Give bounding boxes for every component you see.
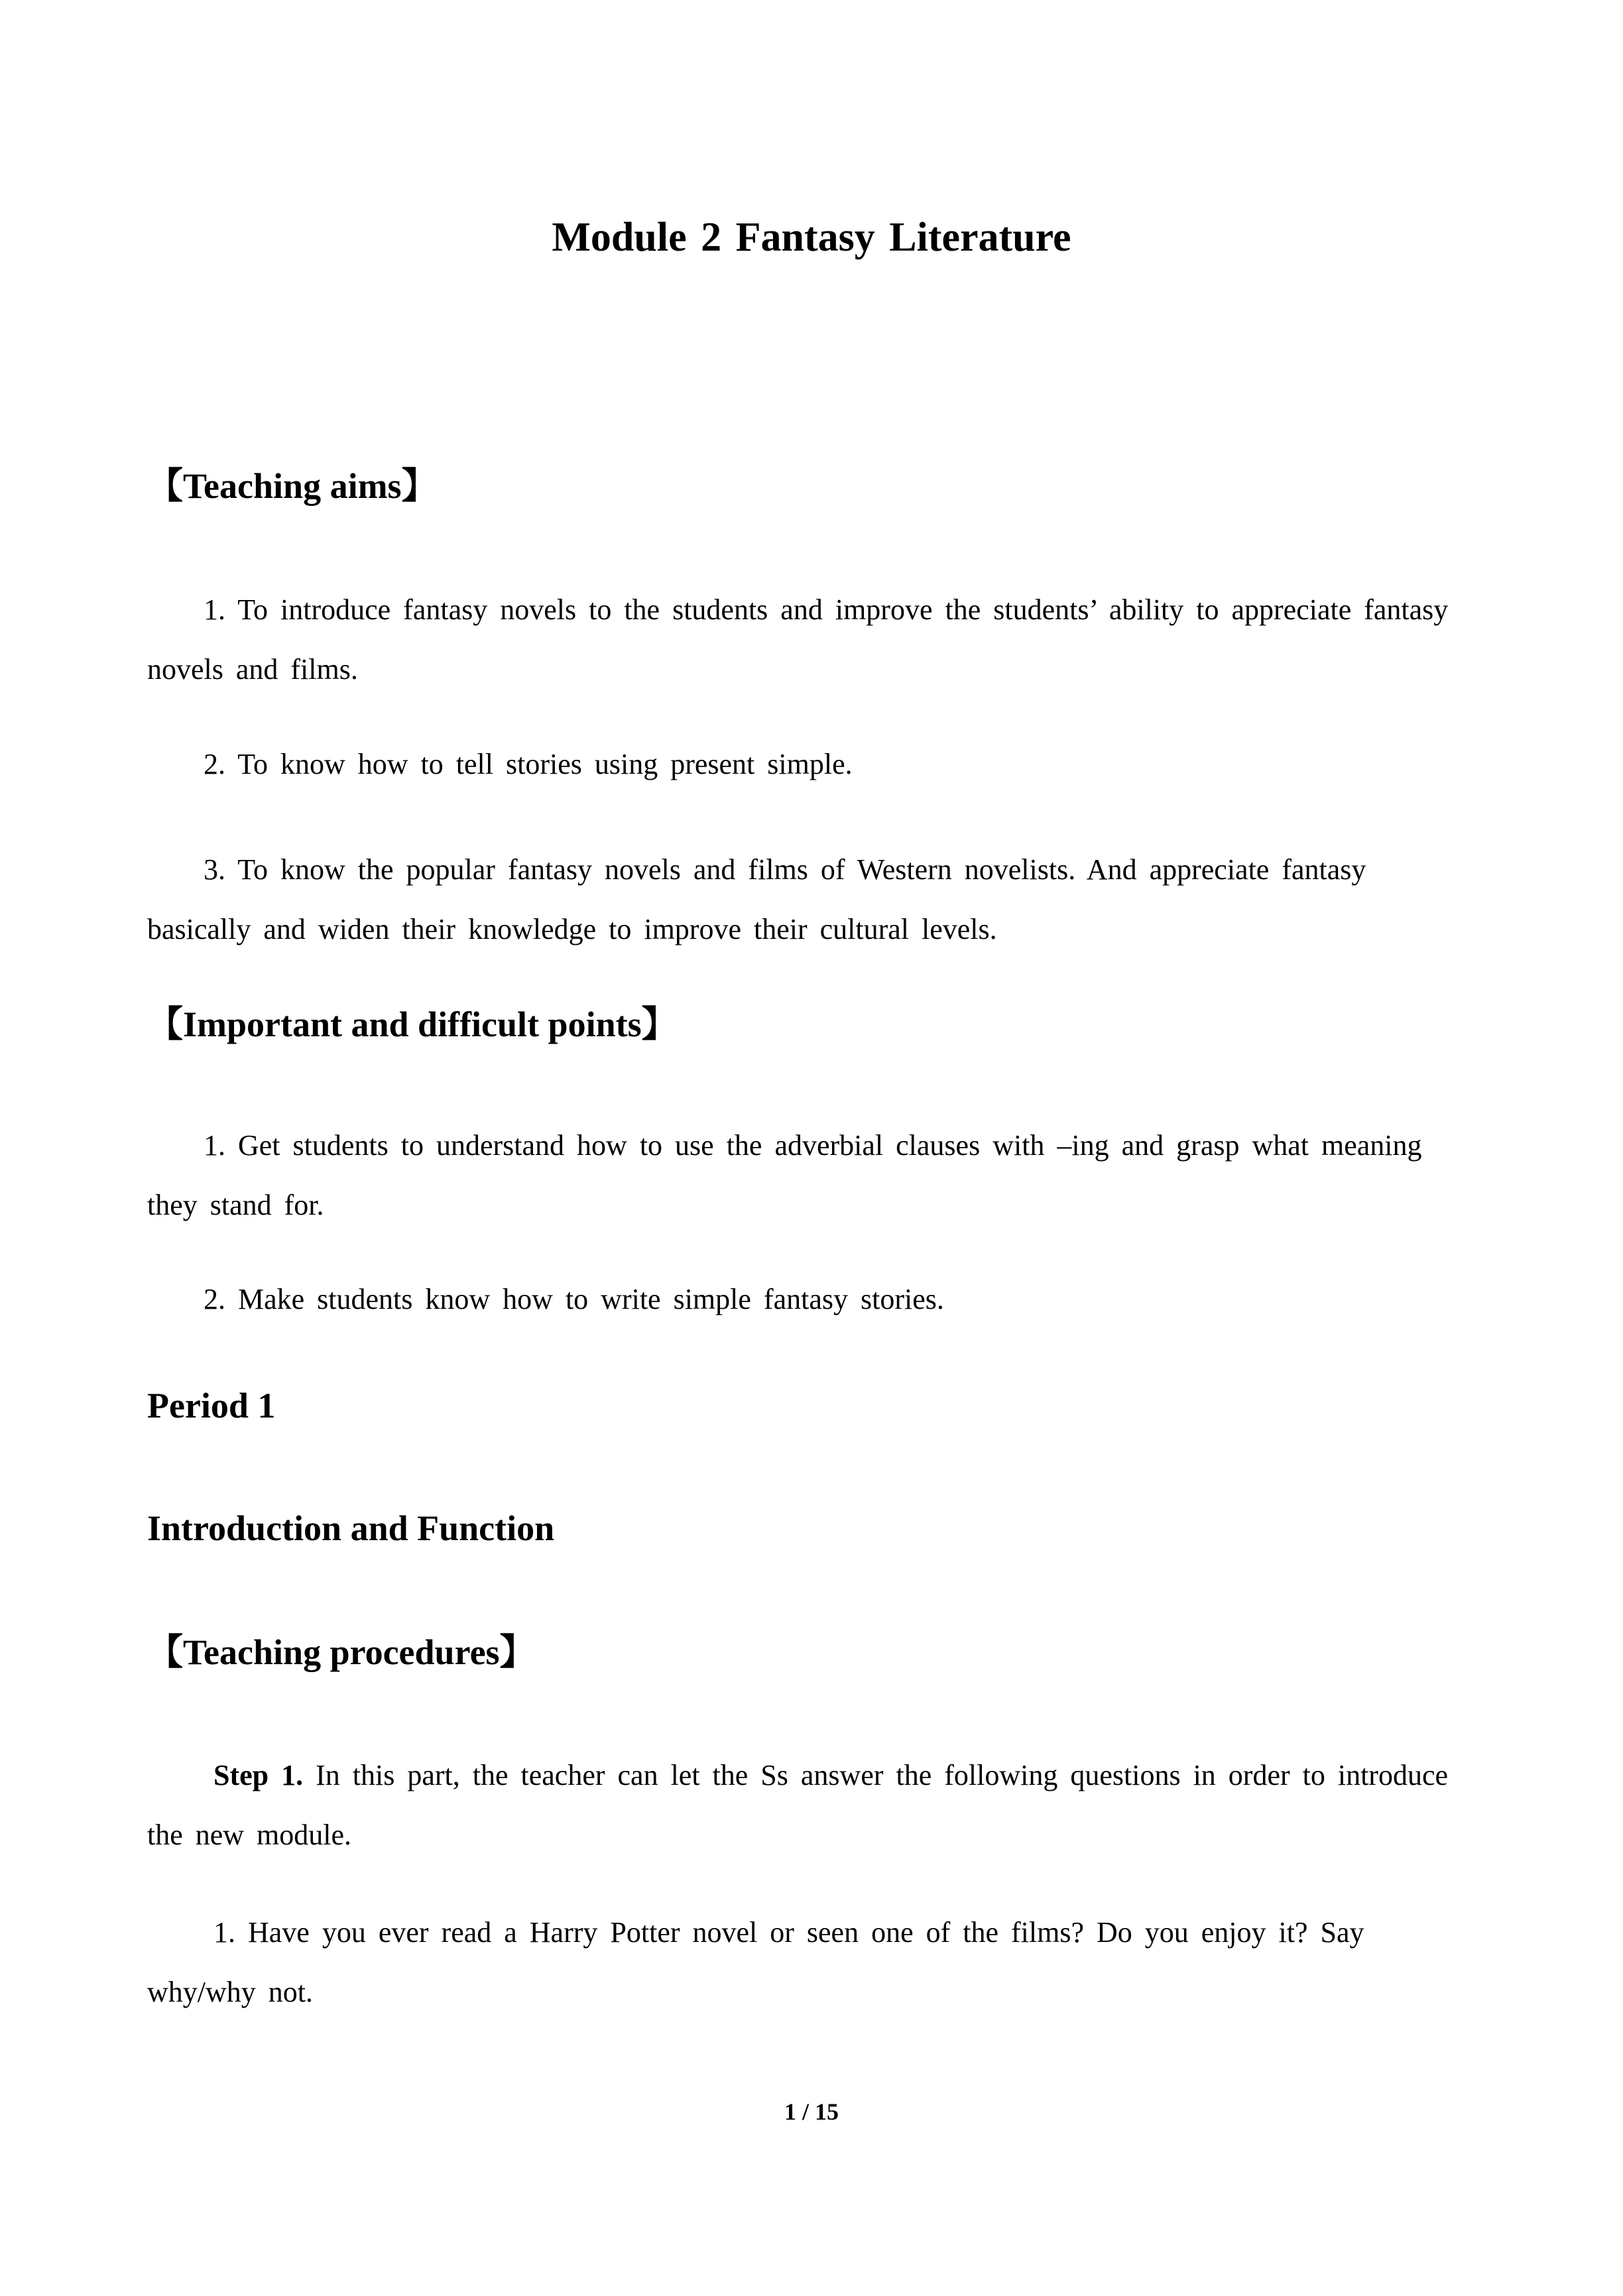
teaching-aim-1-text: 1. To introduce fantasy novels to the students and improve the students’ ability to appreciate fantasy novels and films. — [147, 593, 1449, 686]
teaching-procedures-heading: 【Teaching procedures】 — [147, 1632, 536, 1672]
important-point-1 — [147, 1116, 1470, 1235]
section-subtitle: Introduction and Function — [147, 1508, 555, 1548]
important-point-2: 2. Make students know how to write simple fantasy stories. — [204, 1283, 944, 1315]
step-1-text: In this part, the teacher can let the Ss answer the following questions in order to introduce the new module. — [147, 1759, 1449, 1851]
important-point-1-text: 1. Get students to understand how to use the adverbial clauses with –ing and grasp what meaning they stand for. — [147, 1129, 1422, 1221]
period-heading: Period 1 — [147, 1386, 276, 1425]
step-1-label: Step 1. — [213, 1759, 304, 1791]
important-points-heading: 【Important and difficult points】 — [147, 1004, 678, 1044]
teaching-aims-heading: 【Teaching aims】 — [147, 466, 438, 506]
page-indicator: 1 / 15 — [784, 2098, 839, 2125]
question-1-text: 1. Have you ever read a Harry Potter novel or seen one of the films? Do you enjoy it? Say why/why not. — [147, 1916, 1364, 2008]
teaching-aim-3 — [147, 840, 1470, 959]
teaching-aim-1 — [147, 580, 1470, 699]
question-1 — [147, 1903, 1470, 2022]
step-1-paragraph — [147, 1746, 1470, 1865]
teaching-aim-2: 2. To know how to tell stories using present simple. — [204, 748, 853, 780]
document-title: Module 2 Fantasy Literature — [552, 215, 1071, 260]
teaching-aim-3-text: 3. To know the popular fantasy novels and films of Western novelists. And appreciate fantasy basically and widen their knowledge to improve their cultural levels. — [147, 853, 1366, 945]
